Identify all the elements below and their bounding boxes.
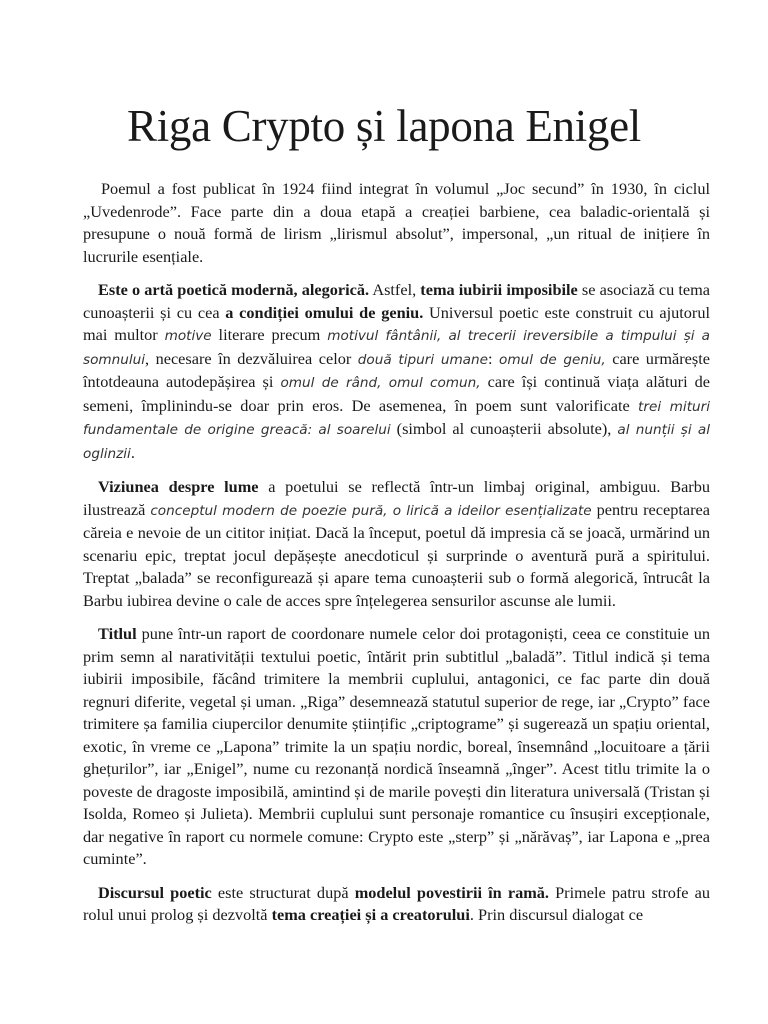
text-run: , necesare în dezvăluirea celor: [145, 348, 358, 368]
text-run: (simbol al cunoașterii absolute),: [390, 419, 618, 438]
text-run: Poemul a fost publicat în 1924 fiind integrat în volumul „Joc secund” în 1930, în ciclul „Uvedenrode”. Face parte din a doua etapă a creației barbiene, cea baladic-orientală și presupune o nouă formă de lirism „lirismul absolut”, impersonal, „un ritual de inițiere în lucrurile esențiale.: [83, 179, 710, 266]
bold-text: a condiției omului de geniu.: [225, 302, 424, 322]
italic-text: omul de geniu,: [499, 351, 606, 368]
italic-text: motive: [164, 328, 212, 344]
paragraph: [83, 623, 710, 871]
italic-text: motivul fântânii, al trecerii ireversibile a timpului și a somnului: [83, 328, 711, 368]
text-run: care își continuă viața alături de semeni, împlinindu-se doar prin eros. De asemenea, în poem sunt valorificate: [83, 372, 711, 415]
text-run: :: [488, 348, 500, 368]
text-run: Astfel,: [369, 280, 421, 299]
italic-text: omul de rând, omul comun,: [280, 375, 481, 391]
text-run: a poetului se reflectă într-un limbaj original, ambiguu. Barbu ilustrează: [83, 477, 710, 519]
bold-text: modelul povestirii în ramă.: [354, 882, 549, 902]
bold-text: Viziunea despre lume: [98, 477, 259, 496]
paragraph: [83, 279, 710, 465]
italic-text: trei mituri fundamentale de origine greacă: al soarelui: [83, 398, 710, 438]
text-run: pune într-un raport de coordonare numele celor doi protagoniști, ceea ce constituie un prim semn al narativității textului poetic, întărit prin subtitlul „baladă”. Titlul indică și tema iubirii imposibile, făcând trimitere la membrii cuplului, antagonici, ce fac parte din două regnuri diferite, vegetal și uman. „Riga” desemnează statutul superior de rege, iar „Crypto” face trimitere șa familia ciupercilor denumite științific „criptograme” și sugerează un spațiu oriental, exotic, în vreme ce „Lapona” trimite la un spațiu nordic, boreal, însemnând „locuitoare a țării ghețurilor”, iar „Enigel”, nume cu rezonanță nordică înseamnă „înger”. Acest titlu trimite la o poveste de dragoste imposibilă, amintind și de marile povești din literatura universală (Tristan și Isolda, Romeo și Julieta). Membrii cuplului sunt personaje romantice cu însușiri excepționale, dar negative în raport cu normele comune: Crypto este „sterp” și „nărăvaș”, iar Lapona e „prea cuminte”.: [83, 624, 711, 868]
bold-text: tema iubirii imposibile: [420, 280, 578, 299]
text-run: . Prin discursul dialogat ce: [469, 905, 644, 924]
paragraph: [83, 882, 710, 927]
italic-text: al nunții și al oglinzii: [83, 422, 710, 462]
text-run: literare precum: [211, 325, 328, 344]
bold-text: Titlul: [98, 624, 137, 643]
bold-text: Discursul poetic: [98, 882, 212, 902]
paragraph: [83, 178, 710, 268]
text-run: care urmărește întotdeauna autodepășirea și: [83, 348, 710, 391]
text-run: este structurat după: [211, 882, 355, 902]
document-body: [83, 178, 710, 938]
italic-text: două tipuri umane: [357, 351, 488, 368]
text-run: pentru receptarea căreia e nevoie de un cititor inițiat. Dacă la început, poetul dă impresia că se joacă, urmărind un scenariu epic, treptat jocul depășește anecdoticul și surprinde o aventură pură a spiritului. Treptat „balada” se reconfigurează și apare tema cunoașterii sub o formă alegorică, întrucât la Barbu iubirea devine o cale de acces spre înțelegerea sensurilor ascunse ale lumii.: [83, 499, 710, 610]
paragraph: [83, 476, 710, 612]
text-run: Primele patru strofe au rolul unui prolog și dezvoltă: [83, 882, 711, 924]
bold-text: Este o artă poetică modernă, alegorică.: [98, 280, 370, 299]
text-run: .: [130, 442, 135, 462]
italic-text: conceptul modern de poezie pură, o lirică a ideilor esențializate: [150, 502, 592, 519]
bold-text: tema creației și a creatorului: [271, 905, 470, 924]
text-run: se asociază cu tema cunoașterii și cu cea: [83, 280, 710, 322]
text-run: Universul poetic este construit cu ajutorul mai multor: [83, 302, 710, 344]
document-title: Riga Crypto și lapona Enigel: [126, 101, 642, 151]
